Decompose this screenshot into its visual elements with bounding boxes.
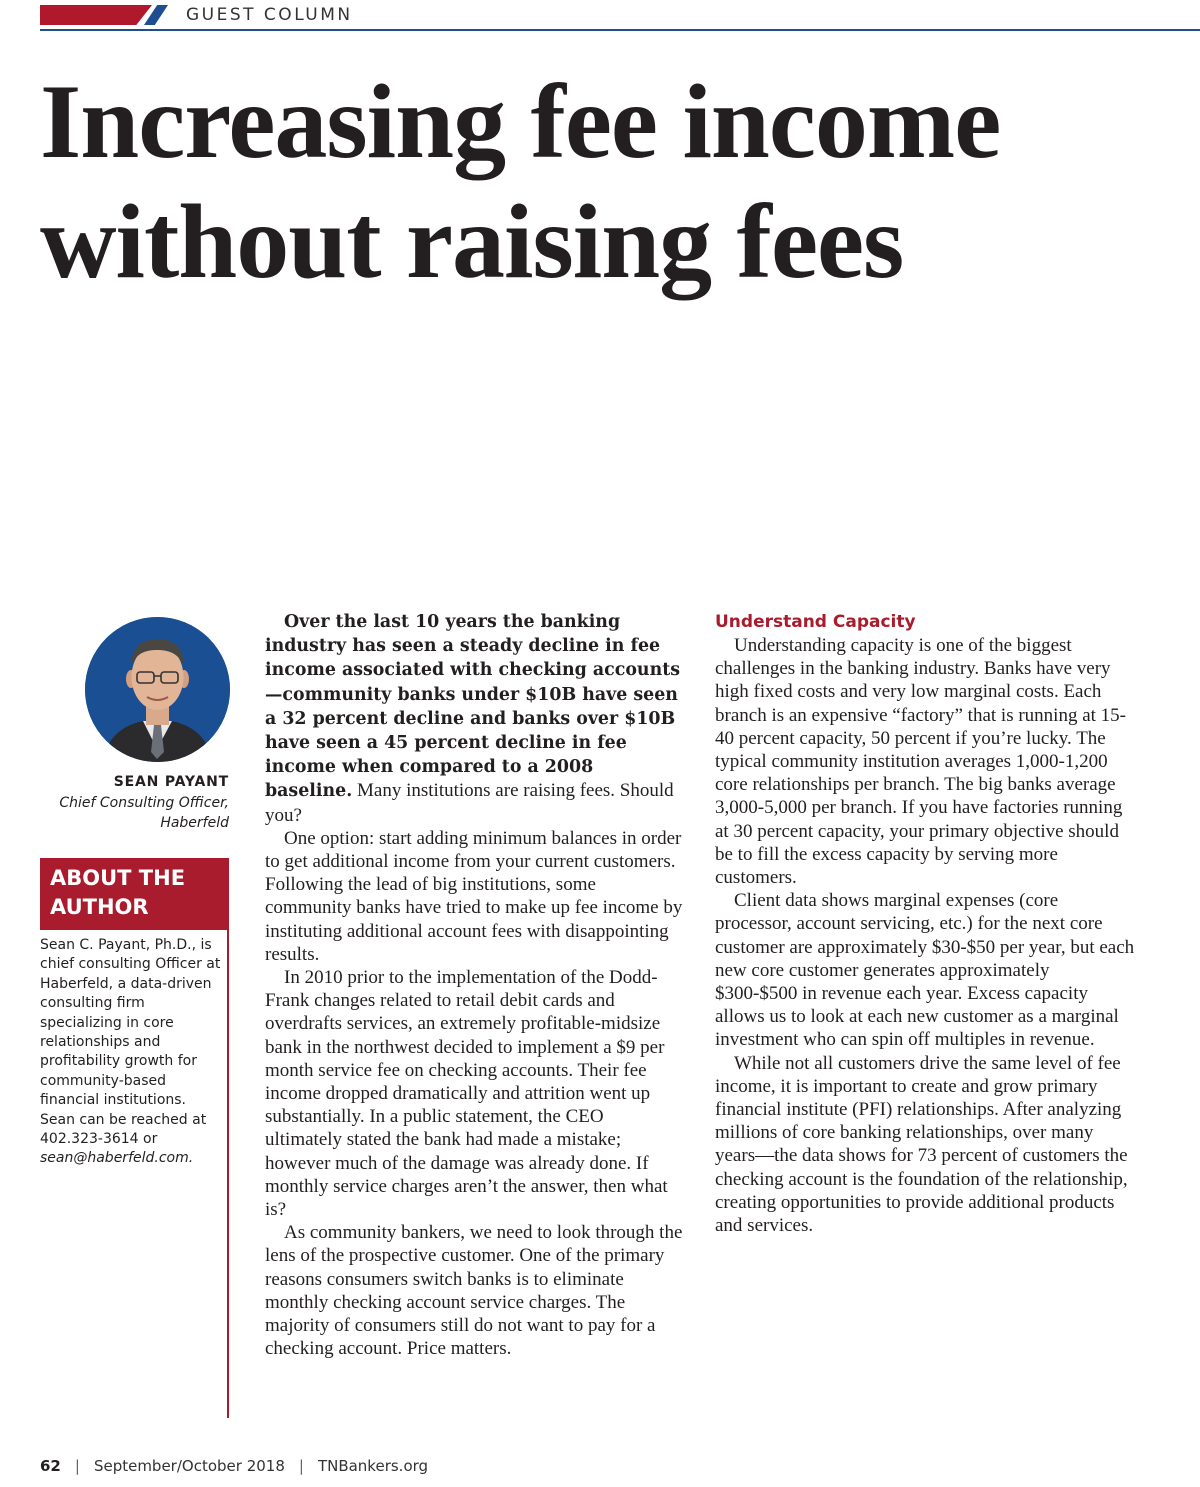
page-footer [40, 1456, 428, 1476]
header-rule [40, 29, 1200, 31]
paragraph-6: Client data shows marginal expenses (core processor, account servicing, etc.) for the next core customer are approximately $30-$50 per year, but each new core customer generates approximately $300-$500 in revenue each year. Excess capacity allows us to look at each new customer as a marginal investment who can spin off multiples in revenue. [715, 890, 1135, 1051]
lede-paragraph [265, 610, 683, 827]
site-link[interactable]: TNBankers.org [317, 1457, 429, 1475]
author-title: Chief Consulting Officer, Haberfeld [59, 795, 229, 831]
paragraph-3: In 2010 prior to the implementation of the Dodd-Frank changes related to retail debit cards and overdrafts services, an extremely profitable-midsize bank in the northwest decided to implement a $9 per month service fee on checking accounts. Their fee income dropped dramatically and attrition went up substantially. In a public statement, the CEO ultimately stated the bank had made a mistake; however much of the damage was already done. If monthly service charges aren’t the answer, then what is? [265, 967, 668, 1221]
about-author-title: ABOUT THE AUTHOR [50, 866, 186, 919]
paragraph-7: While not all customers drive the same level of fee income, it is important to create and grow primary financial institute (PFI) relationships. After analyzing millions of core banking relationships, over many years—the data shows for 73 percent of customers the checking account is the foundation of the relationship, creating opportunities to provide additional products and services. [715, 1052, 1128, 1237]
paragraph-2: One option: start adding minimum balances in order to get additional income from your current customers. Following the lead of big institutions, some community banks have tried to make up fee income by instituting additional account fees with disappointing results. [265, 827, 683, 965]
author-name: SEAN PAYANT [113, 774, 229, 790]
page-number: 62 [40, 1457, 61, 1475]
author-portrait [85, 617, 230, 762]
about-author-rule [227, 858, 229, 1418]
section-label: GUEST COLUMN [186, 5, 353, 25]
about-author-body [40, 936, 222, 1169]
issue-date: September/October 2018 [93, 1457, 285, 1475]
about-author-box [40, 858, 229, 930]
lede-bold: Over the last 10 years the banking industry has seen a steady decline in fee income associated with checking accounts—community banks under $10B have seen a 32 percent decline and banks over $10B have seen a 45 percent decline in fee income when compared to a 2008 baseline. [265, 612, 681, 802]
lede-rest: Many institutions are raising fees. Should you? [265, 780, 674, 826]
author-email-link[interactable]: sean@haberfeld.com. [40, 1150, 194, 1167]
article-column-2 [715, 610, 1135, 1237]
paragraph-5: Understanding capacity is one of the biggest challenges in the banking industry. Banks have very high fixed costs and very low marginal costs. Each branch is an expensive “factory” that is running at 15-40 percent capacity, 50 percent if you’re lucky. The typical community institution averages 1,000-1,200 core relationships per branch. The big banks average 3,000-5,000 per branch. If you have factories running at 30 percent capacity, your primary objective should be to fill the excess capacity by serving more customers. [715, 635, 1126, 889]
subhead-understand-capacity: Understand Capacity [715, 612, 916, 632]
article-column-1 [265, 610, 683, 1361]
footer-separator: | [298, 1457, 304, 1475]
footer-separator: | [74, 1457, 80, 1475]
paragraph-4: As community bankers, we need to look through the lens of the prospective customer. One of the primary reasons consumers switch banks is to eliminate monthly checking account service charges. The majority of consumers still do not want to pay for a checking account. Price matters. [265, 1222, 683, 1360]
headline: Increasing fee income without raising fees [40, 63, 1001, 300]
about-author-text: Sean C. Payant, Ph.D., is chief consulting Officer at Haberfeld, a data-driven consulting firm specializing in core relationships and profitability growth for community-based financial institutions. Sean can be reached at 402.323-3614 or [40, 937, 221, 1148]
portrait-illustration [85, 617, 230, 762]
header-red-stripe [40, 5, 152, 25]
